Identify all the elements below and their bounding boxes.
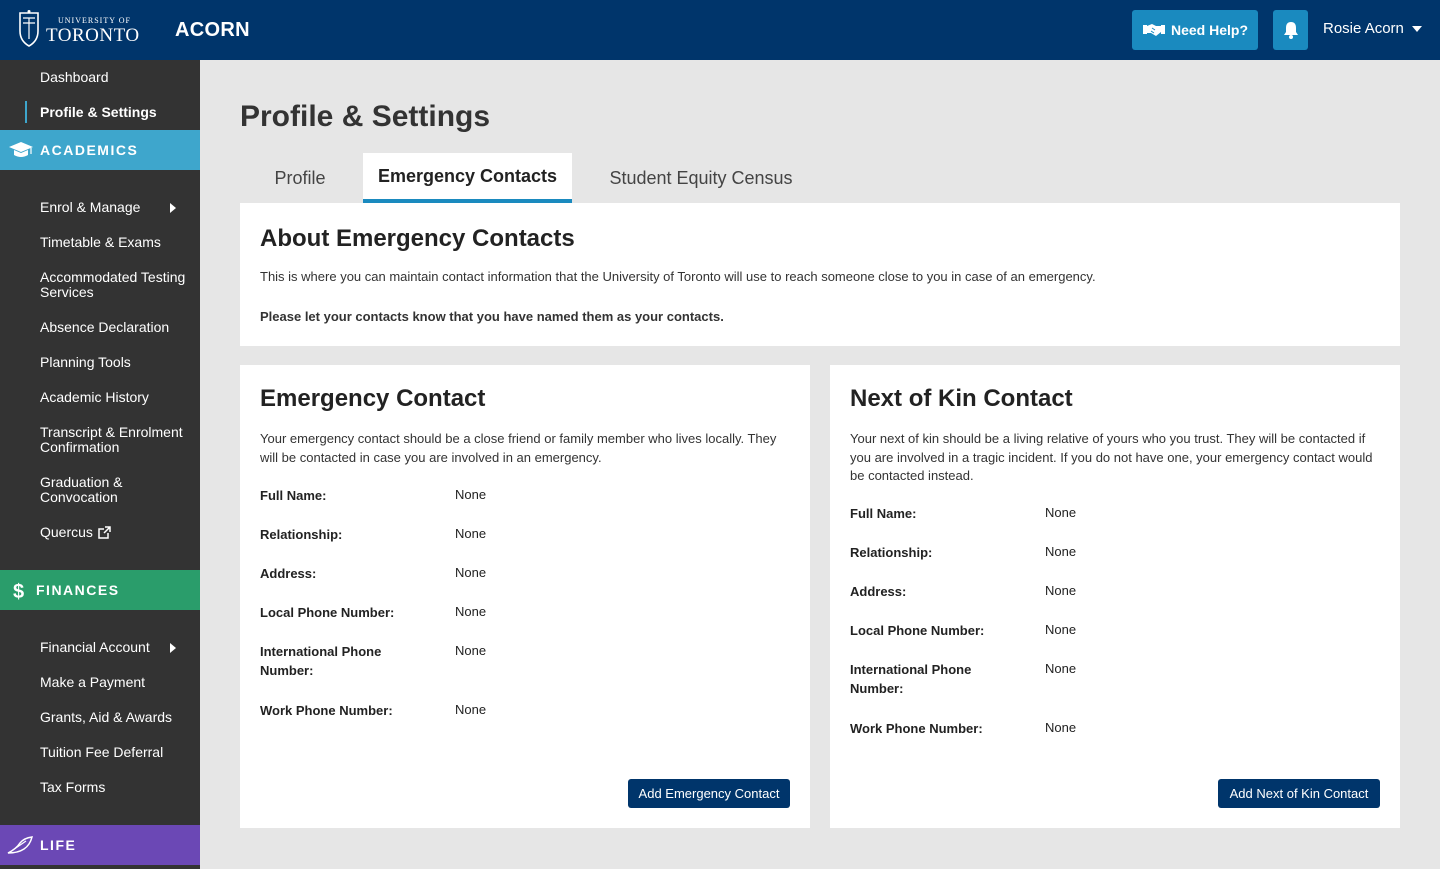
field-label: Relationship: — [850, 545, 933, 560]
sidebar — [0, 60, 200, 869]
section-academics-title: ACADEMICS — [40, 142, 139, 158]
emergency-contact-title: Emergency Contact — [260, 385, 486, 412]
crest-icon — [18, 9, 40, 49]
sidebar-item-enrol-manage[interactable]: Enrol & Manage — [40, 199, 141, 215]
sidebar-item-dashboard[interactable]: Dashboard — [40, 69, 109, 85]
svg-text:$: $ — [13, 581, 26, 602]
field-label: Relationship: — [260, 527, 343, 542]
field-label: International Phone Number: — [850, 662, 972, 696]
notifications-button[interactable] — [1273, 10, 1308, 50]
sidebar-item-planning-tools[interactable]: Planning Tools — [40, 354, 131, 370]
field-value: None — [455, 604, 487, 619]
next-of-kin-description: Your next of kin should be a living relative of yours who you trust. They will be contacted if you are involved in a tragic incident. If you do not have one, your emergency contact would be contacted instead. — [850, 431, 1373, 483]
logo-big-text: TORONTO — [46, 25, 140, 46]
field-value: None — [1045, 622, 1077, 637]
field-label: Work Phone Number: — [260, 703, 393, 718]
field-label: International Phone Number: — [260, 644, 382, 678]
page-title: Profile & Settings — [240, 100, 491, 133]
user-menu[interactable] — [1323, 20, 1422, 37]
field-label: Address: — [850, 584, 907, 599]
field-value: None — [455, 643, 487, 658]
field-value: None — [1045, 661, 1077, 676]
leaf-icon — [6, 835, 34, 855]
logo-small-text: UNIVERSITY OF — [58, 16, 131, 25]
sidebar-item-transcript[interactable]: Transcript & Enrolment Confirmation — [40, 424, 183, 455]
quercus-label: Quercus — [40, 524, 93, 540]
emergency-contact-description: Your emergency contact should be a close friend or family member who lives locally. They will be contacted in case you are involved in an emergency. — [260, 431, 777, 465]
user-name: Rosie Acorn — [1323, 20, 1404, 37]
field-label: Full Name: — [260, 488, 327, 503]
sidebar-item-tuition-deferral[interactable]: Tuition Fee Deferral — [40, 744, 164, 760]
university-logo[interactable] — [18, 9, 140, 49]
about-text: This is where you can maintain contact information that the University of Toronto will use to reach someone close to you in case of an emergency. — [260, 269, 1096, 284]
field-value: None — [1045, 505, 1077, 520]
add-next-of-kin-button[interactable]: Add Next of Kin Contact — [1218, 779, 1380, 808]
expand-arrow-icon[interactable] — [170, 643, 176, 653]
sidebar-item-absence-declaration[interactable]: Absence Declaration — [40, 319, 170, 335]
expand-arrow-icon[interactable] — [170, 203, 176, 213]
sidebar-item-profile-settings[interactable]: Profile & Settings — [40, 104, 157, 120]
dollar-icon — [12, 580, 28, 602]
emergency-contact-card — [240, 365, 810, 828]
field-label: Work Phone Number: — [850, 721, 983, 736]
sidebar-item-graduation[interactable]: Graduation & Convocation — [40, 474, 123, 505]
field-value: None — [455, 526, 487, 541]
top-bar — [0, 0, 1440, 60]
tab-emergency-contacts[interactable]: Emergency Contacts — [363, 153, 572, 203]
field-label: Local Phone Number: — [850, 623, 985, 638]
section-life[interactable] — [0, 825, 200, 865]
field-value: None — [1045, 583, 1077, 598]
sidebar-item-make-payment[interactable]: Make a Payment — [40, 674, 146, 690]
sidebar-item-academic-history[interactable]: Academic History — [40, 389, 149, 405]
next-of-kin-title: Next of Kin Contact — [850, 385, 1073, 412]
field-value: None — [1045, 720, 1077, 735]
tab-bar — [240, 153, 1400, 203]
graduation-cap-icon — [8, 142, 34, 158]
handshake-icon — [1142, 22, 1166, 38]
need-help-label: Need Help? — [1170, 22, 1248, 38]
sidebar-item-accommodated-testing[interactable]: Accommodated Testing Services — [40, 269, 186, 300]
field-label: Local Phone Number: — [260, 605, 395, 620]
field-value: None — [455, 487, 487, 502]
active-indicator — [25, 101, 27, 123]
sidebar-item-grants-aid[interactable]: Grants, Aid & Awards — [40, 709, 173, 725]
external-link-icon — [98, 526, 111, 539]
about-note: Please let your contacts know that you have named them as your contacts. — [260, 309, 724, 324]
field-value: None — [455, 565, 487, 580]
sidebar-item-tax-forms[interactable]: Tax Forms — [40, 779, 106, 795]
sidebar-item-quercus[interactable] — [40, 525, 111, 540]
field-value: None — [455, 702, 487, 717]
about-card — [240, 203, 1400, 346]
sidebar-item-timetable-exams[interactable]: Timetable & Exams — [40, 234, 161, 250]
section-finances[interactable] — [0, 570, 200, 610]
add-emergency-contact-button[interactable]: Add Emergency Contact — [628, 779, 790, 808]
section-finances-title: FINANCES — [36, 582, 120, 598]
next-of-kin-card — [830, 365, 1400, 828]
about-title: About Emergency Contacts — [260, 225, 575, 252]
section-academics[interactable] — [0, 130, 200, 170]
sidebar-item-financial-account[interactable]: Financial Account — [40, 639, 150, 655]
need-help-button[interactable] — [1132, 10, 1258, 50]
bell-icon — [1283, 21, 1299, 39]
app-name[interactable]: ACORN — [175, 19, 250, 41]
tab-profile[interactable]: Profile — [274, 167, 326, 188]
field-value: None — [1045, 544, 1077, 559]
caret-down-icon — [1412, 26, 1422, 32]
field-label: Full Name: — [850, 506, 917, 521]
field-label: Address: — [260, 566, 317, 581]
tab-student-equity-census[interactable]: Student Equity Census — [609, 167, 793, 188]
section-life-title: LIFE — [40, 837, 77, 853]
